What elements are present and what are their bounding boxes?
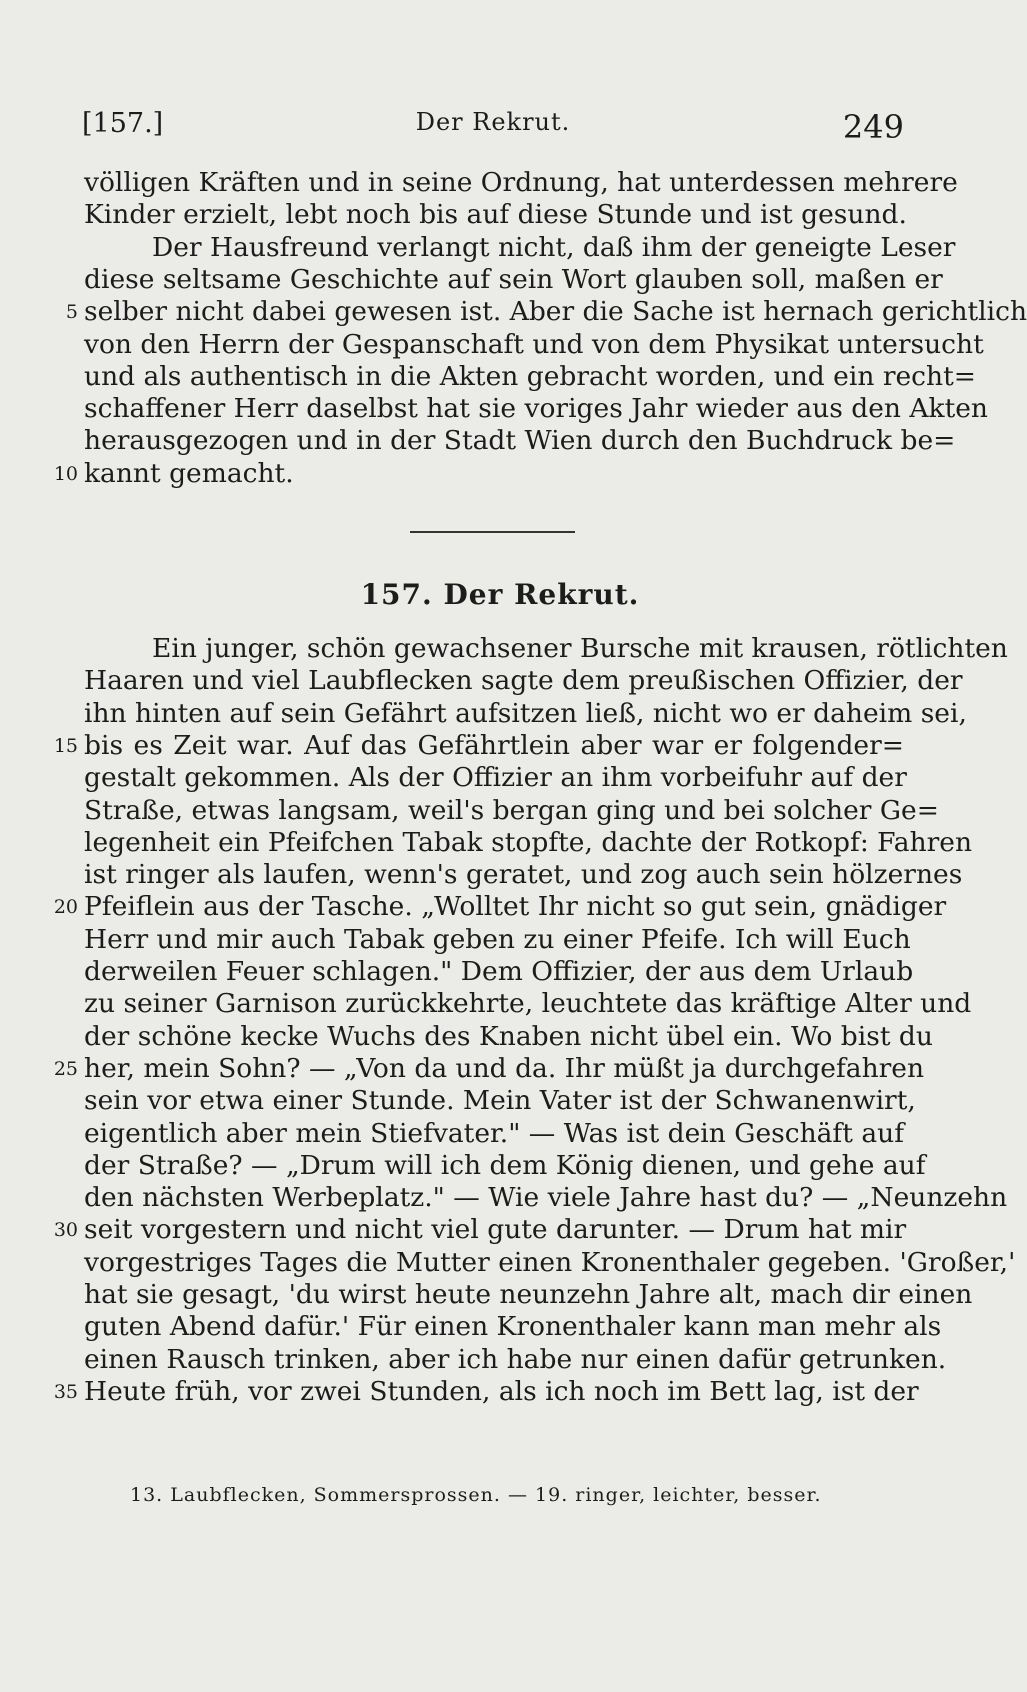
text-line: Straße, etwas langsam, weil's bergan ging und bei solcher Ge= — [84, 794, 939, 826]
text-line: völligen Kräften und in seine Ordnung, hat unterdessen mehrere — [84, 167, 958, 198]
text-line: bis es Zeit war. Auf das Gefährtlein aber war er folgender= — [84, 729, 904, 761]
text-line: ihn hinten auf sein Gefährt aufsitzen ließ, nicht wo er daheim sei, — [84, 697, 967, 729]
text-line: Pfeiflein aus der Tasche. „Wolltet Ihr nicht so gut sein, gnädiger — [84, 891, 947, 923]
text-line: schaffener Herr daselbst hat sie voriges Jahr wieder aus den Akten — [84, 393, 989, 425]
text-line: vorgestriges Tages die Mutter einen Kronenthaler gegeben. 'Großer,' — [84, 1246, 1016, 1278]
text-line: selber nicht dabei gewesen ist. Aber die Sache ist hernach gerichtlich — [84, 296, 1027, 328]
text-line: kannt gemacht. — [84, 457, 294, 489]
text-line: von den Herrn der Gespanschaft und von dem Physikat untersucht — [84, 328, 984, 360]
text-line: sein vor etwa einer Stunde. Mein Vater ist der Schwanenwirt, — [84, 1085, 916, 1117]
line-number: 30 — [53, 1219, 78, 1242]
text-line: Herr und mir auch Tabak geben zu einer Pfeife. Ich will Euch — [84, 923, 911, 955]
text-line: legenheit ein Pfeifchen Tabak stopfte, dachte der Rotkopf: Fahren — [84, 826, 973, 858]
text-line: herausgezogen und in der Stadt Wien durch den Buchdruck be= — [84, 425, 956, 457]
text-line: Ein junger, schön gewachsener Bursche mit krausen, rötlichten — [152, 633, 1008, 664]
text-line: seit vorgestern und nicht viel gute darunter. — Drum hat mir — [84, 1214, 907, 1246]
header-section-number: [157.] — [82, 108, 164, 139]
running-header — [82, 108, 904, 152]
text-line: gestalt gekommen. Als der Offizier an ihm vorbeifuhr auf der — [84, 762, 907, 794]
text-line: hat sie gesagt, 'du wirst heute neunzehn Jahre alt, mach dir einen — [84, 1279, 973, 1310]
text-line: Haaren und viel Laubflecken sagte dem preußischen Offizier, der — [84, 665, 963, 697]
text-line: Der Hausfreund verlangt nicht, daß ihm der geneigte Leser — [152, 231, 956, 263]
line-number: 15 — [53, 734, 78, 757]
text-line: der Straße? — „Drum will ich dem König dienen, und gehe auf — [84, 1149, 926, 1181]
text-line: diese seltsame Geschichte auf sein Wort glauben soll, maßen er — [84, 263, 943, 295]
page-number: 249 — [842, 108, 904, 146]
section-divider — [410, 531, 575, 533]
line-number: 10 — [53, 462, 78, 485]
text-line: guten Abend dafür.' Für einen Kronenthaler kann man mehr als — [84, 1311, 942, 1343]
footnote: 13. Laubflecken, Sommersprossen. — 19. ringer, leichter, besser. — [130, 1484, 822, 1506]
section-title: 157. Der Rekrut. — [360, 578, 640, 611]
line-number: 20 — [53, 896, 78, 919]
text-line: eigentlich aber mein Stiefvater." — Was ist dein Geschäft auf — [84, 1117, 904, 1149]
line-number: 5 — [65, 301, 78, 324]
text-line: zu seiner Garnison zurückkehrte, leuchtete das kräftige Alter und — [84, 988, 972, 1020]
header-title: Der Rekrut. — [415, 108, 571, 136]
line-number: 25 — [53, 1057, 78, 1080]
text-line: der schöne kecke Wuchs des Knaben nicht übel ein. Wo bist du — [84, 1020, 933, 1052]
text-line: ist ringer als laufen, wenn's geratet, und zog auch sein hölzernes — [84, 859, 963, 891]
line-number: 35 — [53, 1380, 78, 1403]
text-line: Kinder erzielt, lebt noch bis auf diese Stunde und ist gesund. — [84, 199, 907, 231]
text-line: den nächsten Werbeplatz." — Wie viele Jahre hast du? — „Neunzehn — [84, 1182, 1008, 1214]
text-line: Heute früh, vor zwei Stunden, als ich noch im Bett lag, ist der — [84, 1375, 919, 1407]
text-line: her, mein Sohn? — „Von da und da. Ihr müßt ja durchgefahren — [84, 1052, 925, 1084]
text-line: derweilen Feuer schlagen." Dem Offizier, der aus dem Urlaub — [84, 956, 914, 987]
text-line: und als authentisch in die Akten gebracht worden, und ein recht= — [84, 360, 976, 392]
text-line: einen Rausch trinken, aber ich habe nur einen dafür getrunken. — [84, 1343, 947, 1375]
